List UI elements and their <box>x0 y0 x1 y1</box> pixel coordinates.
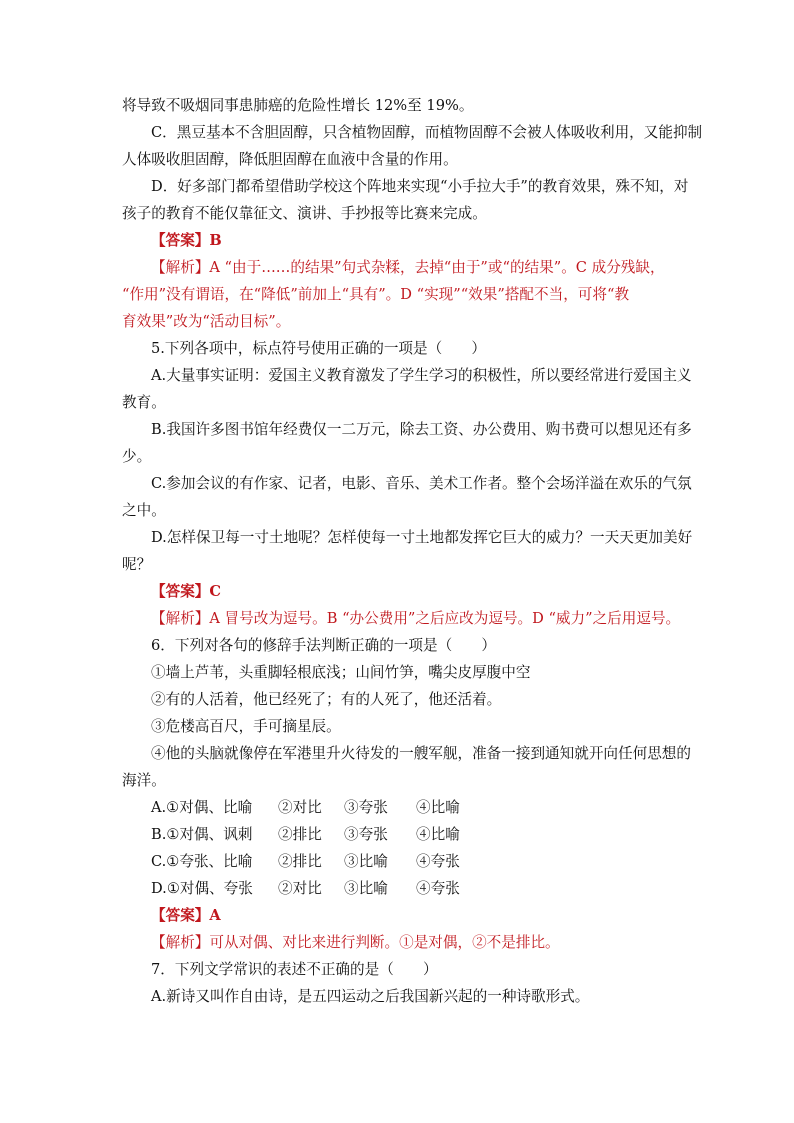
option-row <box>122 875 674 902</box>
text-line: 孩子的教育不能仅靠征文、演讲、手抄报等比赛来完成。 <box>122 205 487 222</box>
text-line: A.新诗又叫作自由诗，是五四运动之后我国新兴起的一种诗歌形式。 <box>151 988 590 1005</box>
text-line: D．好多部门都希望借助学校这个阵地来实现“小手拉大手”的教育效果，殊不知，对 <box>151 178 689 195</box>
body-text-tail <box>122 902 674 1010</box>
text-line: ①墙上芦苇，头重脚轻根底浅；山间竹笋，嘴尖皮厚腹中空 <box>151 664 531 681</box>
text-line: B.我国许多图书馆年经费仅一二万元，除去工资、办公费用、购书费可以想见还有多 <box>151 421 692 438</box>
option-cell: ③夸张 <box>344 826 388 843</box>
option-cell: ③夸张 <box>344 799 388 816</box>
text-line: C.参加会议的有作家、记者，电影、音乐、美术工作者。整个会场洋溢在欢乐的气氛 <box>151 475 692 492</box>
text-line: 人体吸收胆固醇，降低胆固醇在血液中含量的作用。 <box>122 151 458 168</box>
option-cell: ③比喻 <box>344 853 388 870</box>
text-line: 呢？ <box>122 556 152 573</box>
text-line: 将导致不吸烟同事患肺癌的危险性增长 12%至 19%。 <box>122 97 474 114</box>
option-cell: ②对比 <box>278 799 322 816</box>
text-line: 海洋。 <box>122 772 166 789</box>
text-line: 之中。 <box>122 502 166 519</box>
option-cell: ②对比 <box>278 880 322 897</box>
text-line: 教育。 <box>122 394 166 411</box>
option-cell: D.①对偶、夸张 <box>151 880 253 897</box>
text-line: ②有的人活着，他已经死了；有的人死了，他还活着。 <box>151 691 502 708</box>
option-cell: ②排比 <box>278 826 322 843</box>
option-row <box>122 794 674 821</box>
option-cell: ④夸张 <box>416 853 460 870</box>
option-cell: ②排比 <box>278 853 322 870</box>
text-line: 5.下列各项中，标点符号使用正确的一项是（ ） <box>151 340 486 357</box>
option-cell: C.①夸张、比喻 <box>151 853 253 870</box>
text-line: 少。 <box>122 448 152 465</box>
analysis-line: 【解析】可从对偶、对比来进行判断。①是对偶，②不是排比。 <box>151 934 560 951</box>
option-cell: ④比喻 <box>416 799 460 816</box>
analysis-line: 【解析】A 冒号改为逗号。B “办公费用”之后应改为逗号。D “威力”之后用逗号。 <box>151 610 681 627</box>
question-6-options <box>122 794 674 902</box>
text-line: C．黑豆基本不含胆固醇，只含植物固醇，而植物固醇不会被人体吸收利用，又能抑制 <box>151 124 703 141</box>
text-line: 6．下列对各句的修辞手法判断正确的一项是（ ） <box>151 637 496 654</box>
text-line: 7．下列文学常识的表述不正确的是（ ） <box>151 961 438 978</box>
text-line: D.怎样保卫每一寸土地呢？怎样使每一寸土地都发挥它巨大的威力？一天天更加美好 <box>151 529 693 546</box>
option-cell: B.①对偶、讽刺 <box>151 826 253 843</box>
text-line: ④他的头脑就像停在军港里升火待发的一艘军舰，准备一接到通知就开向任何思想的 <box>151 745 691 762</box>
option-cell: ③比喻 <box>344 880 388 897</box>
option-row <box>122 821 674 848</box>
analysis-line: 【解析】A “由于……的结果”句式杂糅，去掉“由于”或“的结果”。C 成分残缺， <box>151 259 665 276</box>
option-cell: A.①对偶、比喻 <box>151 799 253 816</box>
analysis-line: 育效果”改为“活动目标”。 <box>122 313 291 330</box>
text-line: A.大量事实证明：爱国主义教育激发了学生学习的积极性，所以要经常进行爱国主义 <box>151 367 692 384</box>
option-row <box>122 848 674 875</box>
text-line: ③危楼高百尺，手可摘星辰。 <box>151 718 341 735</box>
answer-line: 【答案】A <box>151 907 221 924</box>
answer-line: 【答案】B <box>151 232 222 249</box>
option-cell: ④比喻 <box>416 826 460 843</box>
option-cell: ④夸张 <box>416 880 460 897</box>
body-text <box>122 92 703 794</box>
analysis-line: “作用”没有谓语，在“降低”前加上“具有”。D “实现”“效果”搭配不当，可将“教 <box>122 286 630 303</box>
answer-line: 【答案】C <box>151 583 221 600</box>
